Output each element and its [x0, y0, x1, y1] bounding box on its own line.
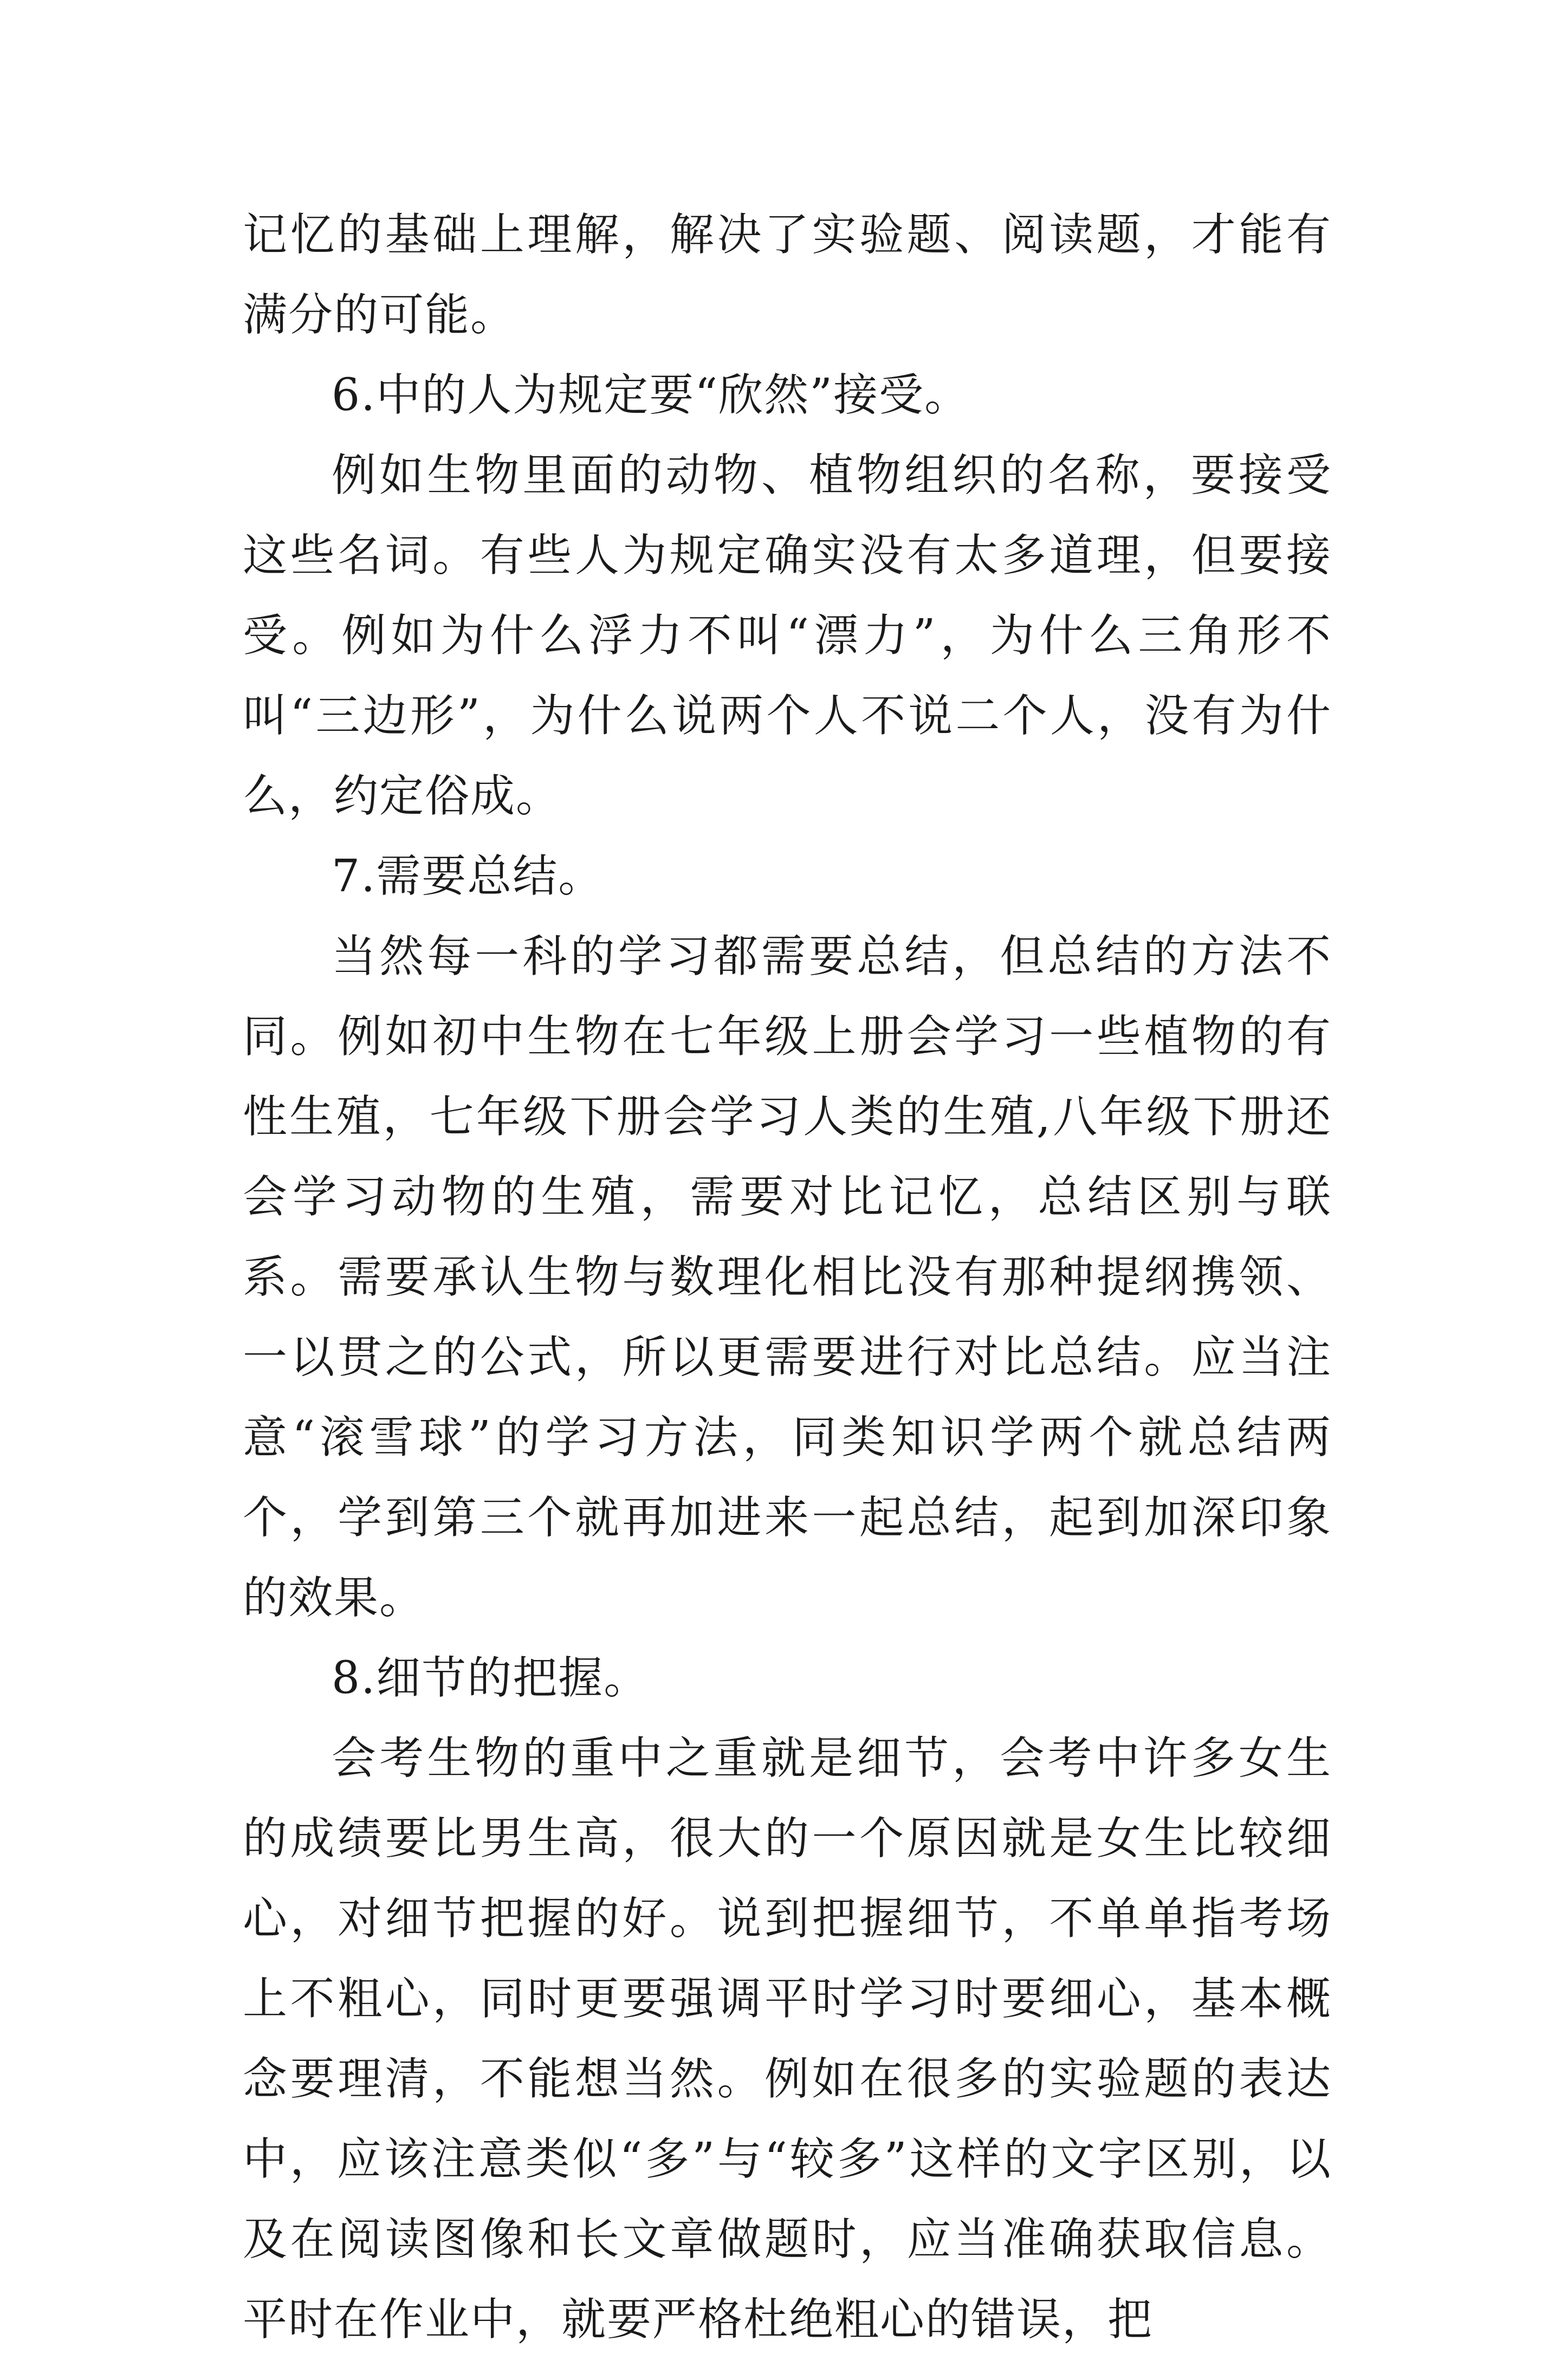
section-heading-6: 6.中的人为规定要“欣然”接受。 [332, 369, 970, 421]
paragraph-continuation: 记忆的基础上理解，解决了实验题、阅读题，才能有满分的可能。 [243, 209, 1332, 341]
paragraph-details: 会考生物的重中之重就是细节，会考中许多女生的成绩要比男生高，很大的一个原因就是女生比较细心，对细节把握的好。说到把握细节，不单单指考场上不粗心，同时更要强调平时学习时要细心，基本概念要理清，不能想当然。例如在很多的实验题的表达中，应该注意类似“多”与“较多”这样的文字区别，以及在阅读图像和长文章做题时，应当准确获取信息。平时在作业中，就要严格杜绝粗心的错误，把 [243, 1733, 1332, 2345]
document-body [243, 195, 1332, 2360]
paragraph-terminology: 例如生物里面的动物、植物组织的名称，要接受这些名词。有些人为规定确实没有太多道理，但要接受。例如为什么浮力不叫“漂力”，为什么三角形不叫“三边形”，为什么说两个人不说二个人，没有为什么，约定俗成。 [243, 450, 1332, 822]
section-heading-7: 7.需要总结。 [332, 851, 604, 902]
section-heading-8: 8.细节的把握。 [332, 1652, 650, 1704]
paragraph-summary: 当然每一科的学习都需要总结，但总结的方法不同。例如初中生物在七年级上册会学习一些植物的有性生殖，七年级下册会学习人类的生殖,八年级下册还会学习动物的生殖，需要对比记忆，总结区别与联系。需要承认生物与数理化相比没有那种提纲携领、一以贯之的公式，所以更需要进行对比总结。应当注意“滚雪球”的学习方法，同类知识学两个就总结两个，学到第三个就再加进来一起总结，起到加深印象的效果。 [243, 931, 1332, 1624]
